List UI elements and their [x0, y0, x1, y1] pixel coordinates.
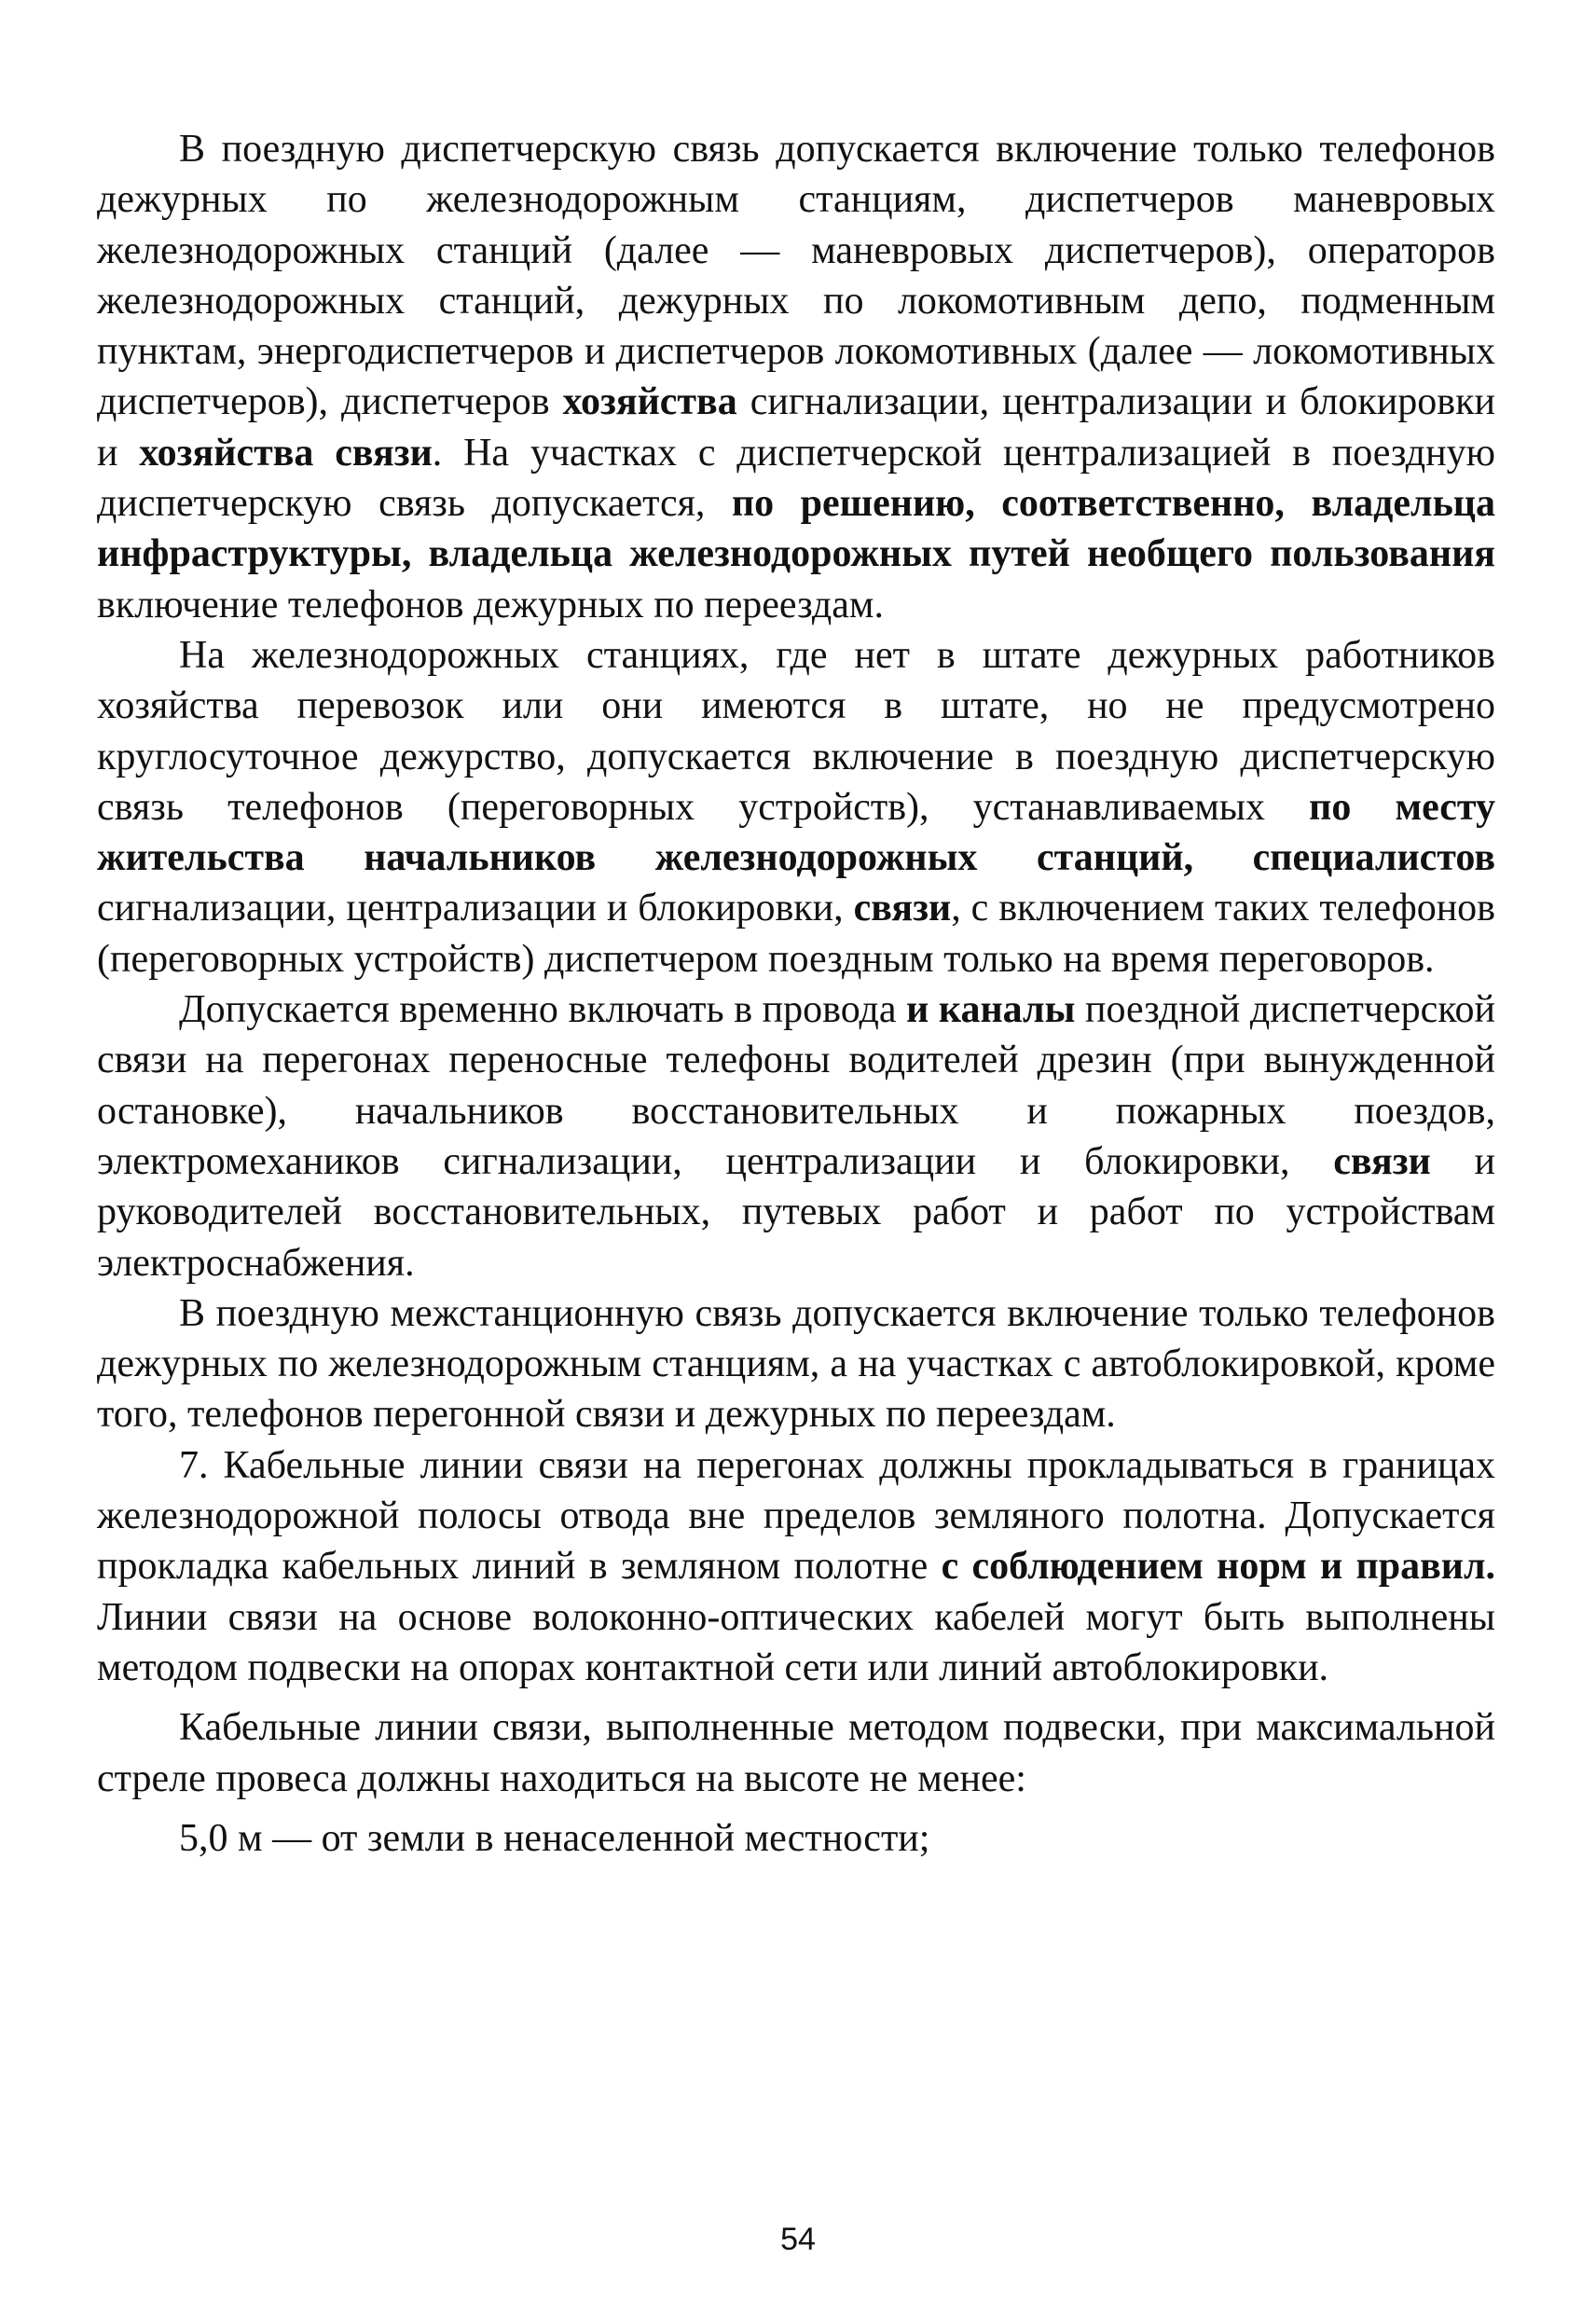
bold-run: по месту жительства начальников железнодорожных станций, специалистов: [97, 785, 1496, 880]
bold-run: связи: [853, 887, 952, 930]
paragraph-4: [97, 1288, 1495, 1440]
paragraph-5: [97, 1440, 1495, 1693]
paragraph-1: [97, 124, 1495, 630]
text-run: сигнализации, централизации и блокировки,: [97, 887, 854, 930]
text-run: и руководителей восстановительных, путевых работ и работ по устройствам электроснабжения.: [97, 1139, 1496, 1285]
text-run: сигнализации, централизации и блокировки и: [97, 380, 1495, 475]
bold-run: хозяйства: [562, 380, 737, 424]
bold-run: хозяйства связи: [139, 431, 433, 475]
text-run: включение телефонов дежурных по переездам.: [97, 583, 884, 626]
paragraph-6: [97, 1702, 1495, 1804]
text-run: В поездную диспетчерскую связь допускается включение только телефонов дежурных по железнодорожным станциям, диспетчеров маневровых железнодорожных станций (далее — маневровых диспетчеров), операторов железнодорожных станций, дежурных по локомотивным депо, подменным пунктам, энергодиспетчеров и диспетчеров локомотивных (далее — локомотивных диспетчеров), диспетчеров: [97, 128, 1495, 424]
bold-run: с соблюдением норм и правил.: [941, 1545, 1496, 1589]
text-run: . На участках с диспетчерской централизацией в поездную диспетчерскую связь допускается,: [97, 431, 1495, 526]
text-run: , с включением таких телефонов (переговорных устройств) диспетчером поездным только на время переговоров.: [97, 887, 1496, 981]
bold-run: по решению, соответственно, владельца инфраструктуры, владельца железнодорожных путей необщего пользования: [97, 482, 1495, 576]
bold-run: и каналы: [906, 988, 1076, 1032]
text-run: Кабельные линии связи, выполненные методом подвески, при максимальной стреле провеса должны находиться на высоте не менее:: [97, 1706, 1495, 1800]
paragraph-7: [97, 1813, 1495, 1864]
body-text: [97, 124, 1495, 1864]
paragraph-3: [97, 984, 1495, 1288]
paragraph-2: [97, 630, 1495, 984]
text-run: Линии связи на основе волоконно-оптических кабелей могут быть выполнены методом подвески на опорах контактной сети или линий автоблокировки.: [97, 1595, 1495, 1689]
text-run: В поездную межстанционную связь допускается включение только телефонов дежурных по железнодорожным станциям, а на участках с автоблокировкой, кроме того, телефонов перегонной связи и дежурных по переездам.: [97, 1291, 1495, 1437]
text-run: 7. Кабельные линии связи на перегонах должны прокладываться в границах железнодорожной полосы отвода вне пределов земляного полотна. Допускается прокладка кабельных линий в земляном полотне: [97, 1443, 1495, 1589]
page-number: 54: [780, 2222, 816, 2257]
bold-run: связи: [1333, 1139, 1431, 1183]
text-run: На железнодорожных станциях, где нет в штате дежурных работников хозяйства перевозок или они имеются в штате, но не предусмотрено круглосуточное дежурство, допускается включение в поездную диспетчерскую связь телефонов (переговорных устройств), устанавливаемых: [97, 633, 1495, 829]
text-run: Допускается временно включать в провода: [179, 988, 907, 1032]
text-run: 5,0 м — от земли в ненаселенной местности;: [179, 1816, 930, 1860]
text-run: поездной диспетчерской связи на перегонах переносные телефоны водителей дрезин (при вынужденной остановке), начальников восстановительных и пожарных поездов, электромехаников сигнализации, централизации и блокировки,: [97, 988, 1495, 1183]
